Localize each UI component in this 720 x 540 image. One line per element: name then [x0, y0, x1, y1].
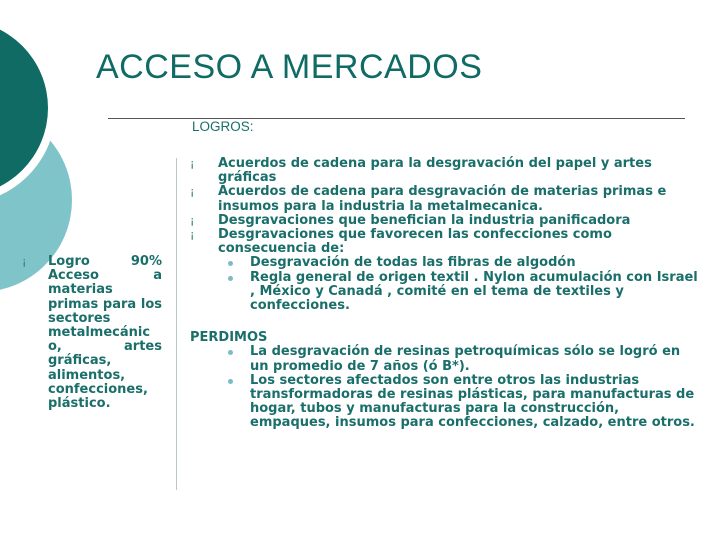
dot-bullet-icon	[228, 379, 233, 384]
bullet-icon: ¡	[190, 185, 195, 199]
bullet-icon: ¡	[190, 157, 195, 170]
dot-bullet-icon	[228, 350, 233, 355]
logros-list	[190, 157, 700, 431]
perdimos-heading: PERDIMOS	[190, 330, 268, 346]
list-item-text: Desgravaciones que favorecen las confecciones como consecuencia de:	[218, 227, 612, 257]
sub-list-item	[190, 374, 700, 431]
sub-item-text: La desgravación de resinas petroquímicas sólo se logró en un promedio de 7 años (ó B*).	[250, 344, 681, 374]
sub-item-text: Regla general de origen textil . Nylon acumulación con Israel , México y Canadá , comité en el tema de textiles y confecciones.	[250, 269, 698, 314]
dot-bullet-icon	[228, 276, 233, 281]
sub-item-text: Desgravación de todas las fibras de algodón	[250, 255, 576, 271]
list-item	[190, 185, 700, 213]
logros-label: LOGROS:	[192, 119, 254, 134]
column-divider	[176, 158, 177, 490]
left-column	[22, 255, 162, 411]
dot-bullet-icon	[228, 261, 233, 266]
sub-list-item	[190, 345, 700, 373]
bullet-icon: ¡	[190, 213, 195, 227]
list-item-text: Desgravaciones que benefician la industria panificadora	[218, 212, 631, 228]
sub-list-item	[190, 256, 700, 270]
bullet-icon: ¡	[190, 228, 195, 242]
left-item-text: Logro 90% Acceso a materias primas para los sectores metalmecánic o, artes gráficas, alimentos, confecciones, plástico.	[48, 254, 162, 412]
sub-list-item	[190, 271, 700, 314]
list-item	[190, 214, 700, 228]
list-item	[190, 157, 700, 185]
list-item-text: Acuerdos de cadena para desgravación de materias primas e insumos para la industria la metalmecanica.	[218, 184, 667, 214]
sub-item-text: Los sectores afectados son entre otros las industrias transformadoras de resinas plásticas, para manufacturas de hogar, tubos y manufacturas para la construcción, empaques, insumos para confecciones, calzado, entre otros.	[250, 372, 695, 431]
list-item	[190, 228, 700, 256]
list-item-text: Acuerdos de cadena para la desgravación del papel y artes gráficas	[218, 156, 652, 186]
slide-title: ACCESO A MERCADOS	[96, 48, 483, 86]
bullet-icon: ¡	[22, 255, 27, 268]
